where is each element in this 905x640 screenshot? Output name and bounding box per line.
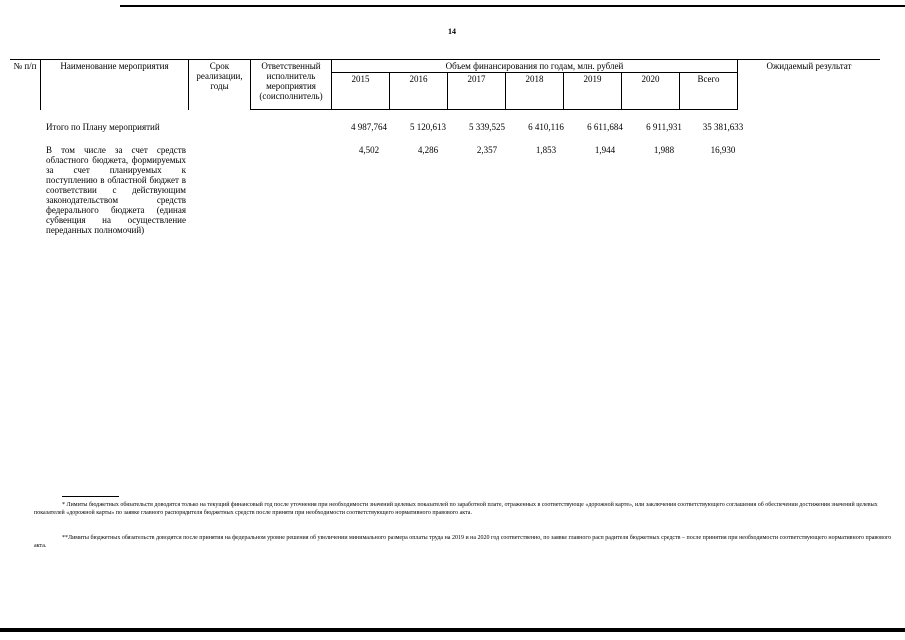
header-name: Наименование мероприятия — [41, 60, 189, 110]
header-funding-group: Объем финансирования по годам, млн. рублей — [332, 60, 738, 73]
row-total-2018: 6 410,116 — [528, 122, 564, 132]
header-year-2020: 2020 — [622, 73, 680, 110]
footnote-1: * Лимиты бюджетных обязательств доводятся только на текущий финансовый год после уточнения при необходимости значений целевых показателей по заработной плате, отраженных в соответствующе «дорожной карте», или заключения соответствующего соглашения об обеспечении достижения значений целевых показателей «дорожной карты» по заявке главного распорядителя бюджетных средств после приняти при необходимости соответствующего нормативного правового акта. — [34, 502, 878, 516]
row-subset-2019: 1,944 — [594, 145, 616, 155]
row-total-2020: 6 911,931 — [646, 122, 682, 132]
row-subset-2016: 4,286 — [417, 145, 439, 155]
header-year-2017: 2017 — [448, 73, 506, 110]
row-total-label: Итого по Плану мероприятий — [46, 122, 160, 132]
header-year-2018: 2018 — [506, 73, 564, 110]
row-subset-2017: 2,357 — [476, 145, 498, 155]
row-subset-all: 16,930 — [710, 145, 736, 155]
bottom-rule — [0, 628, 905, 632]
row-subset-label: В том числе за счет средств областного бюджета, формируемых за счет планируемых к поступлению в областной бюджет в соответствии с действующим законодательством средств федерального бюджета (единая субвенция на осуществление переданных полномочий) — [46, 145, 186, 235]
row-subset-2018: 1,853 — [535, 145, 557, 155]
row-total-2016: 5 120,613 — [410, 122, 446, 132]
header-responsible: Ответственный исполнитель мероприятия (соисполнитель) — [251, 60, 332, 110]
header-num: № п/п — [10, 60, 41, 110]
row-total-2017: 5 339,525 — [469, 122, 505, 132]
header-year-2015: 2015 — [332, 73, 390, 110]
footnote-2: **Лимиты бюджетных обязательств доводятся после принятия на федеральном уровне решения об увеличении минимального размера оплаты труда на 2019 и на 2020 год соответственно, по заявке главного расп радителя бюджетных средств – после принятия при необходимости соответствующего нормативного правового акта. — [34, 535, 892, 549]
row-subset-2020: 1,988 — [653, 145, 675, 155]
row-total-2019: 6 611,684 — [587, 122, 623, 132]
header-year-2016: 2016 — [390, 73, 448, 110]
header-result: Ожидаемый результат — [738, 60, 881, 110]
header-total: Всего — [680, 73, 738, 110]
top-rule — [120, 5, 905, 7]
row-total-all: 35 381,633 — [702, 122, 744, 132]
header-year-2019: 2019 — [564, 73, 622, 110]
row-subset-2015: 4,502 — [358, 145, 380, 155]
header-term: Срок реализации, годы — [189, 60, 251, 110]
plan-table-header — [10, 59, 880, 110]
footnote-rule — [62, 496, 119, 497]
row-total-2015: 4 987,764 — [351, 122, 387, 132]
page-number: 14 — [448, 27, 456, 36]
